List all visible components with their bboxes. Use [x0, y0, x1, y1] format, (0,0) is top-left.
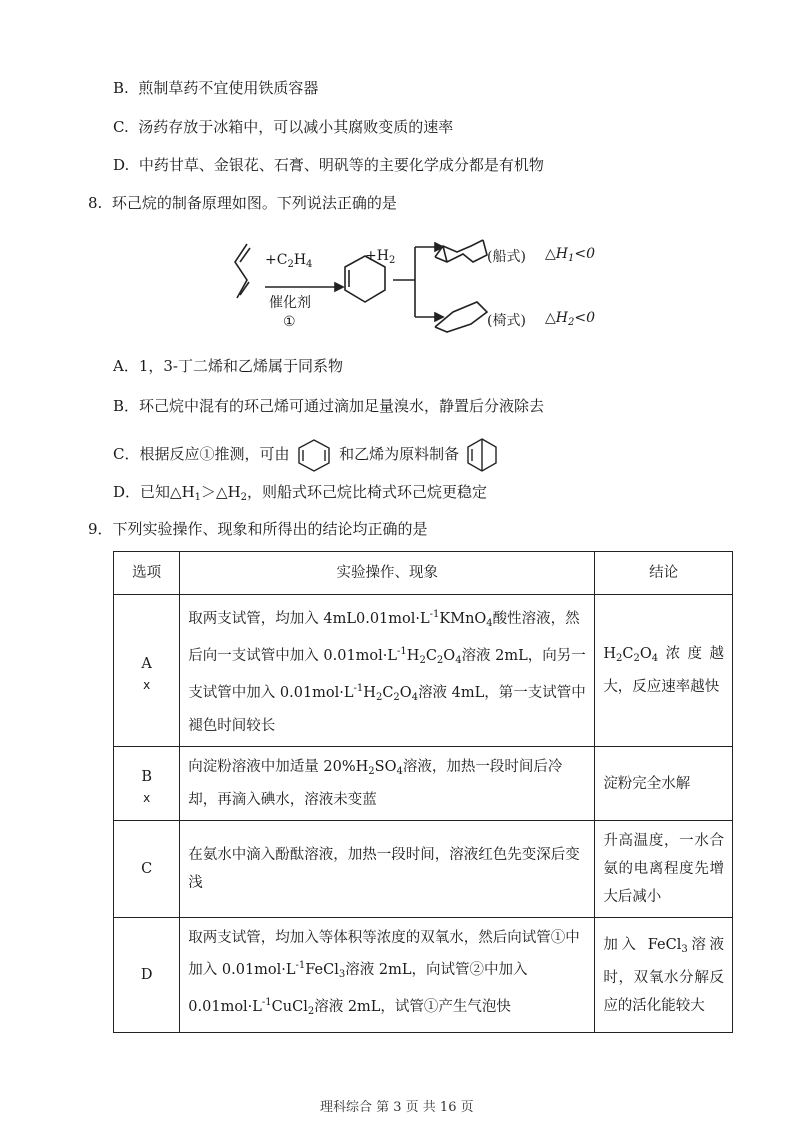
- q8-option-a: A．1，3-丁二烯和乙烯属于同系物: [113, 357, 344, 375]
- row-c-operation: 在氨水中滴入酚酞溶液，加热一段时间，溶液红色先变深后变浅: [180, 821, 595, 918]
- header-option: 选项: [114, 552, 180, 595]
- row-b-conclusion: 淀粉完全水解: [595, 747, 733, 821]
- q8-stem: 8. 环己烷的制备原理如图。下列说法正确的是: [88, 194, 397, 212]
- row-c-conclusion: 升高温度，一水合氨的电离程度先增大后减小: [595, 821, 733, 918]
- q9-stem: 9．下列实验操作、现象和所得出的结论均正确的是: [88, 520, 428, 538]
- q8-option-c: C．根据反应①推测，可由 和乙烯为原料制备: [113, 437, 500, 473]
- row-d-operation: 取两支试管，均加入等体积等浓度的双氧水，然后向试管①中加入 $0.01mol\cdot L^{-1}FeCl_3$溶液 2mL，向试管②中加入 $0.01mol\cdot L^{-1}CuCl_2$溶液 2mL，试管①产生气泡快: [180, 918, 595, 1033]
- cyclohexadiene-structure: [294, 438, 334, 472]
- catalyst-label: 催化剂: [269, 295, 311, 311]
- table-row: [114, 821, 733, 918]
- table-row: [114, 595, 733, 747]
- row-b-option: B x: [114, 747, 180, 821]
- bicyclic-product-structure: [464, 437, 500, 473]
- row-a-conclusion: $H_2C_2O_4$浓度越大，反应速率越快: [595, 595, 733, 747]
- row-a-operation: 取两支试管，均加入 $4mL0.01mol\cdot L^{-1}KMnO_4$酸性溶液，然后向一支试管中加入 $0.01mol\cdot L^{-1}H_2C_2O_4$溶液 2mL，向另一支试管中加入 $0.01mol\cdot L^{-1}H_2C_2O_4$溶液 4mL，第一支试管中褪色时间较长: [180, 595, 595, 747]
- boat-label: (船式): [487, 249, 526, 265]
- cross-mark-icon: x: [143, 790, 151, 805]
- row-c-option: C: [114, 821, 180, 918]
- q8-reaction-scheme: [225, 232, 625, 342]
- table-row: [114, 747, 733, 821]
- header-operation: 实验操作、现象: [180, 552, 595, 595]
- chair-label: (椅式): [487, 313, 526, 329]
- header-conclusion: 结论: [595, 552, 733, 595]
- step-label: ①: [283, 314, 296, 330]
- q8-option-b: B．环己烷中混有的环己烯可通过滴加足量溴水，静置后分液除去: [113, 397, 545, 415]
- q7-option-d: D. 中药甘草、金银花、石膏、明矾等的主要化学成分都是有机物: [113, 156, 544, 174]
- q7-option-c: C. 汤药存放于冰箱中，可以减小其腐败变质的速率: [113, 118, 454, 136]
- experiment-table: [113, 551, 733, 1033]
- row-b-operation: 向淀粉溶液中加适量 $20\%H_2SO_4$溶液，加热一段时间后冷却，再滴入碘水，溶液未变蓝: [180, 747, 595, 821]
- table-row: [114, 918, 733, 1033]
- row-d-conclusion: 加入 FeCl$_3$溶液时，双氧水分解反应的活化能较大: [595, 918, 733, 1033]
- q7-option-b: B. 煎制草药不宜使用铁质容器: [113, 79, 319, 97]
- cross-mark-icon: x: [143, 677, 151, 692]
- delta-h1: $\triangle H_1<0$: [545, 246, 595, 264]
- delta-h2: $\triangle H_2<0$: [545, 310, 595, 328]
- reagent-ethylene: $+C_2H_4$: [265, 252, 313, 270]
- q8-option-d: D．已知$\triangle H_1>\triangle H_2$，则船式环己烷比椅式环己烷更稳定: [113, 483, 488, 503]
- row-d-option: D: [114, 918, 180, 1033]
- table-header-row: [114, 552, 733, 595]
- butadiene-structure: [235, 244, 247, 298]
- page-footer: 理科综合 第 3 页 共 16 页: [320, 1100, 474, 1115]
- reagent-h2: $+H_2$: [365, 248, 396, 266]
- row-a-option: A x: [114, 595, 180, 747]
